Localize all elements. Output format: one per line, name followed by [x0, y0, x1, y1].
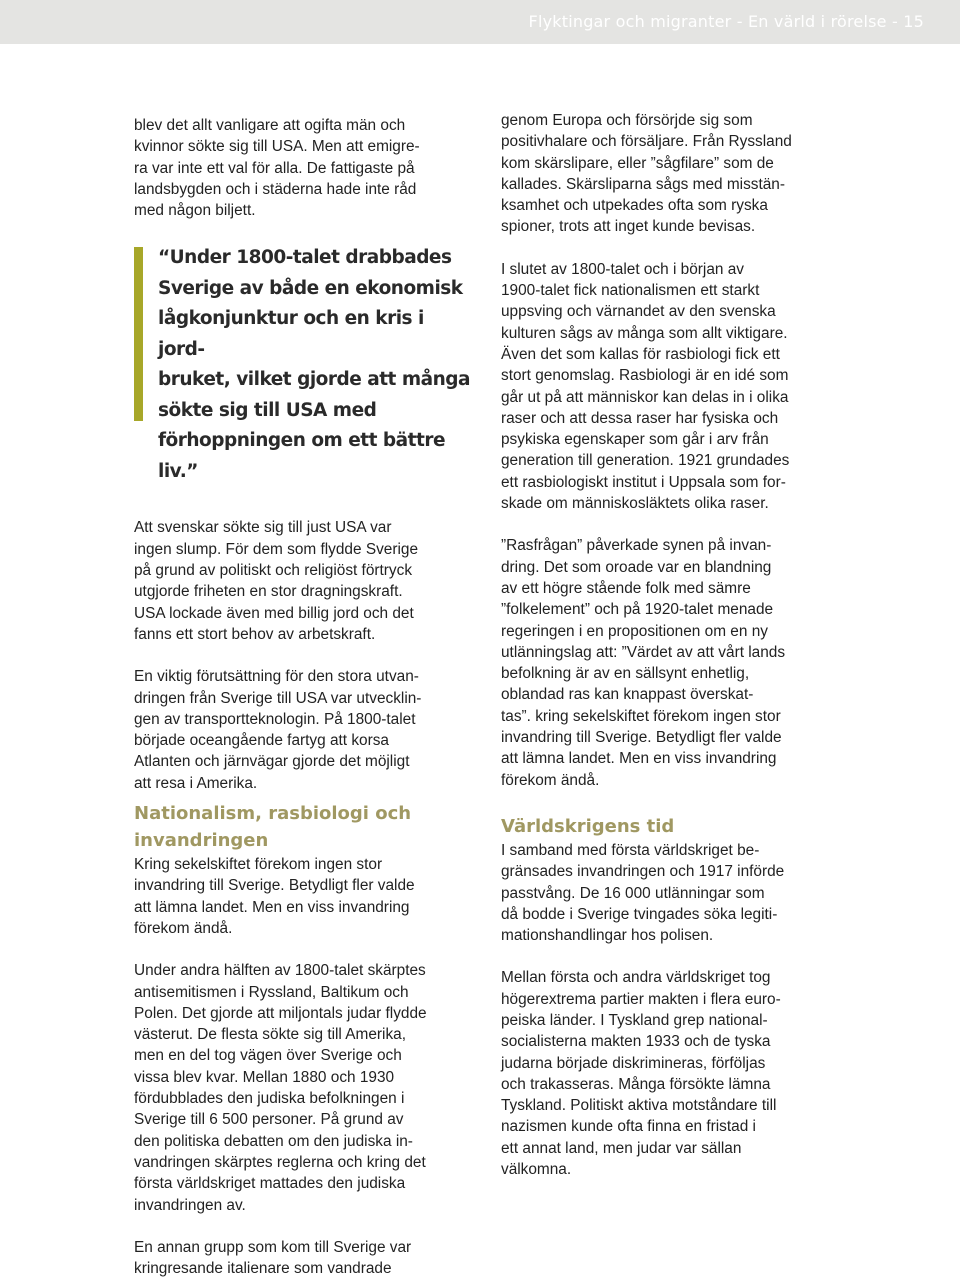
text-line: genom Europa och försörjde sig som	[501, 112, 753, 129]
text-line: går ut på att människor kan delas in i olika	[501, 388, 789, 406]
text-line: blev det allt vanligare att ogifta män och	[134, 117, 406, 134]
text-line: invandringen av.	[134, 1196, 246, 1214]
text-line: raser och att dessa raser har fysiska och	[501, 409, 779, 427]
text-line: att resa i Amerika.	[134, 774, 258, 792]
text-line: passtvång. De 16 000 utlänningar som	[501, 884, 765, 902]
text-line: med någon biljett.	[134, 202, 256, 220]
text-line: uppsving och värnandet av den svenska	[501, 303, 776, 321]
text-line: Även det som kallas för rasbiologi fick ett	[501, 345, 780, 363]
text-line: ett annat land, men judar var sällan	[501, 1139, 742, 1157]
text-line: första världskriget mattades den judiska	[134, 1175, 406, 1193]
section-heading-world-wars	[501, 813, 831, 840]
text-line: mationshandlingar hos polisen.	[501, 927, 714, 945]
paragraph	[501, 535, 831, 791]
text-line: kringresande italienare som vandrade	[134, 1260, 392, 1278]
text-line: befolkning är av en sällsynt enhetlig,	[501, 665, 750, 683]
text-line: Sverige av både en ekonomisk	[158, 277, 463, 299]
text-line: gen av transportteknologin. På 1800-talet	[134, 710, 416, 728]
text-line: då bodde i Sverige tvingades söka legiti-	[501, 905, 778, 923]
text-line: ”Rasfrågan” påverkade synen på invan-	[501, 537, 772, 555]
paragraph	[501, 110, 831, 238]
text-line: Tyskland. Politiskt aktiva motståndare till	[501, 1097, 777, 1115]
text-line: En viktig förutsättning för den stora utvan-	[134, 668, 419, 686]
text-line: Atlanten och järnvägar gjorde det möjligt	[134, 753, 410, 771]
text-line: generation till generation. 1921 grundades	[501, 452, 790, 470]
text-line: förhoppningen om ett bättre liv.”	[158, 430, 446, 482]
text-line: förekom ändå.	[134, 919, 233, 937]
text-line: sökte sig till USA med	[158, 399, 377, 421]
text-line: Under andra hälften av 1800-talet skärptes	[134, 962, 426, 980]
text-line: Mellan första och andra världskriget tog	[501, 969, 771, 987]
text-line: ra var inte ett val för alla. De fattigaste på	[134, 159, 415, 177]
quote-accent-bar	[134, 247, 143, 421]
text-line: förekom ändå.	[501, 771, 600, 789]
left-column	[134, 115, 474, 1279]
text-line: stort genomslag. Rasbiologi är en idé som	[501, 367, 789, 385]
text-line: ett rasbiologiskt institut i Uppsala som for-	[501, 473, 786, 491]
text-line: kulturen sågs av många som allt viktigare.	[501, 324, 788, 342]
text-line: invandring till Sverige. Betydligt fler valde	[501, 729, 782, 747]
text-line: psykiska egenskaper som går i arv från	[501, 431, 769, 449]
text-line: utlänningslag att: ”Värdet av att vårt lands	[501, 643, 786, 661]
text-line: skade om människosläktets olika raser.	[501, 495, 769, 513]
text-line: välkomna.	[501, 1161, 572, 1179]
text-line: dring. Det som oroade var en blandning	[501, 558, 772, 576]
text-line: En annan grupp som kom till Sverige var	[134, 1238, 412, 1256]
text-line: fanns ett stort behov av arbetskraft.	[134, 625, 376, 643]
text-line: gränsades invandringen och 1917 införde	[501, 863, 785, 881]
text-line: invandringen	[134, 830, 269, 852]
text-line: västerut. De flesta sökte sig till Amerika,	[134, 1026, 407, 1044]
text-line: och trakasseras. Många försökte lämna	[501, 1075, 771, 1093]
text-line: positivhalare och försäljare. Från Ryssland	[501, 133, 792, 151]
text-line: Världskrigens tid	[501, 815, 675, 837]
text-line: bruket, vilket gjorde att många	[158, 369, 470, 391]
text-line: regeringen i en propositionen om en ny	[501, 622, 768, 640]
text-line: peiska länder. I Tyskland grep national-	[501, 1011, 768, 1029]
text-line: på grund av politiskt och religiöst förtryck	[134, 562, 413, 580]
text-line: antisemitismen i Ryssland, Baltikum och	[134, 983, 409, 1001]
paragraph	[134, 517, 474, 645]
text-line: Sverige till 6 500 personer. På grund av	[134, 1111, 404, 1129]
text-line: kom skärslipare, eller ”sågfilare” som de	[501, 154, 774, 172]
pull-quote-text	[158, 243, 474, 487]
text-line: landsbygden och i städerna hade inte råd	[134, 180, 417, 198]
running-title: Flyktingar och migranter - En värld i rörelse - 15	[528, 12, 924, 31]
text-line: Att svenskar sökte sig till just USA var	[134, 519, 392, 537]
text-line: spioner, trots att inget kunde bevisas.	[501, 218, 756, 236]
text-line: USA lockade även med billig jord och det	[134, 604, 414, 622]
text-line: fördubblades den judiska befolkningen i	[134, 1090, 405, 1108]
text-line: Nationalism, rasbiologi och	[134, 803, 412, 825]
text-line: av ett högre stående folk med sämre	[501, 579, 751, 597]
paragraph	[134, 115, 474, 221]
paragraph	[501, 840, 831, 946]
section-heading-nationalism	[134, 800, 474, 854]
text-line: I slutet av 1800-talet och i början av	[501, 260, 744, 278]
text-line: lågkonjunktur och en kris i jord-	[158, 308, 424, 360]
text-line: socialisterna makten 1933 och de tyska	[501, 1033, 771, 1051]
text-line: invandring till Sverige. Betydligt fler valde	[134, 877, 415, 895]
paragraph	[501, 967, 831, 1180]
text-line: vandringen skärptes reglerna och kring det	[134, 1153, 426, 1171]
text-line: nazismen kunde ofta finna en fristad i	[501, 1118, 756, 1136]
text-line: “Under 1800-talet drabbades	[158, 247, 452, 269]
paragraph	[134, 1237, 474, 1279]
text-line: I samband med första världskriget be-	[501, 841, 760, 859]
paragraph	[501, 259, 831, 515]
text-line: kvinnor sökte sig till USA. Men att emigre-	[134, 138, 420, 156]
text-line: kallades. Skärsliparna sågs med misstän-	[501, 175, 785, 193]
text-line: Kring sekelskiftet förekom ingen stor	[134, 856, 383, 874]
text-line: ksamhet och utpekades ofta som ryska	[501, 197, 768, 215]
text-line: högerextrema partier makten i flera euro-	[501, 990, 781, 1008]
text-line: att lämna landet. Men en viss invandring	[134, 898, 410, 916]
text-line: utgjorde friheten en stor dragningskraft.	[134, 583, 403, 601]
paragraph	[134, 854, 474, 939]
text-line: den politiska debatten om den judiska in-	[134, 1132, 413, 1150]
text-line: ”folkelement” och på 1920-talet menade	[501, 601, 774, 619]
text-line: men en del tog vägen över Sverige och	[134, 1047, 402, 1065]
text-line: tas”. kring sekelskiftet förekom ingen stor	[501, 707, 781, 725]
text-line: dringen från Sverige till USA var utvecklin-	[134, 689, 422, 707]
pull-quote	[134, 243, 474, 487]
text-line: judarna började diskrimineras, förföljas	[501, 1054, 766, 1072]
text-line: började oceangående fartyg att korsa	[134, 732, 389, 750]
right-column	[501, 110, 831, 1180]
text-line: 1900-talet fick nationalismen ett starkt	[501, 282, 760, 300]
paragraph	[134, 960, 474, 1216]
page-header	[0, 0, 960, 44]
paragraph	[134, 666, 474, 794]
text-line: Polen. Det gjorde att miljontals judar flydde	[134, 1004, 427, 1022]
text-line: oblandad ras kan knappast överskat-	[501, 686, 754, 704]
text-line: att lämna landet. Men en viss invandring	[501, 750, 777, 768]
text-line: vissa blev kvar. Mellan 1880 och 1930	[134, 1068, 395, 1086]
text-line: ingen slump. För dem som flydde Sverige	[134, 540, 418, 558]
